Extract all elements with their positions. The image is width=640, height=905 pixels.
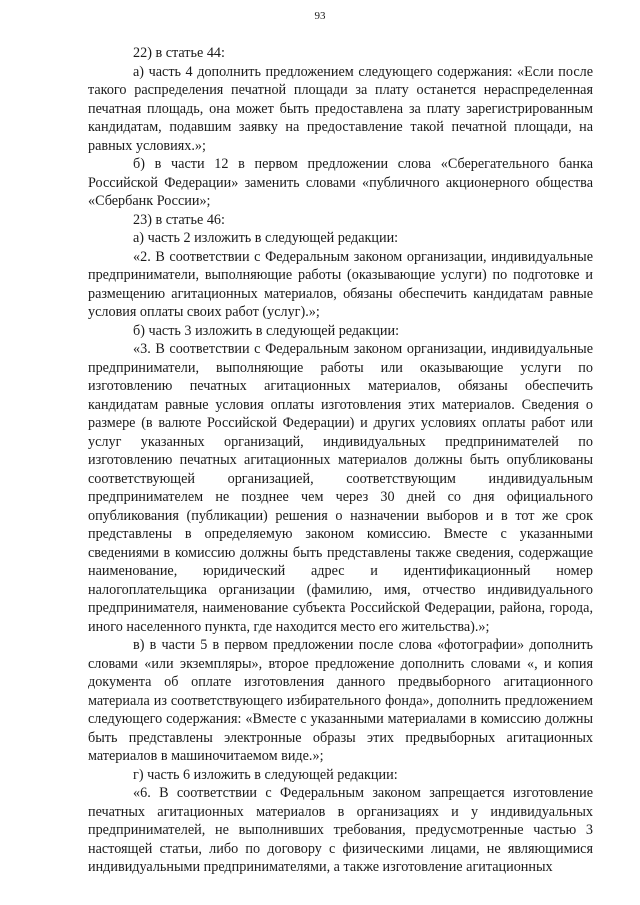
paragraph-44-a: а) часть 4 дополнить предложением следующего содержания: «Если после такого распределения печатной площади за плату останется нераспределенная печатная площадь, она может быть предоставлена за плату зарегистрированным кандидатам, подавшим заявку на предоставление такой печатной площади, на равных условиях.»; [88,63,593,154]
document-body [88,44,593,877]
paragraph-46-part-3: «3. В соответствии с Федеральным законом организации, индивидуальные предприниматели, выполняющие работы или оказывающие услуги по изготовлению печатных агитационных материалов, обязаны обеспечить кандидатам равные условия оплаты изготовления этих материалов. Сведения о размере (в валюте Российской Федерации) и других условиях оплаты работ или услуг указанных организаций, индивидуальных предпринимателей по изготовлению печатных агитационных материалов должны быть опубликованы соответствующей организацией, соответствующим индивидуальным предпринимателем не позднее чем через 30 дней со дня официального опубликования (публикации) решения о назначении выборов и в тот же срок представлены в определяемую законом комиссию. Вместе с указанными сведениями в комиссию должны быть представлены также сведения, содержащие наименование, юридический адрес и идентификационный номер налогоплательщика организации (фамилию, имя, отчество индивидуального предпринимателя, наименование субъекта Российской Федерации, района, города, иного населенного пункта, где находится место его жительства).»; [88,341,593,635]
paragraph-article-46: 23) в статье 46: [133,211,225,228]
paragraph-46-part-2: «2. В соответствии с Федеральным законом организации, индивидуальные предприниматели, выполняющие работы (оказывающие услуги) по подготовке и размещению агитационных материалов, обязаны обеспечить кандидатам равные условия оплаты своих работ (услуг).»; [88,248,593,320]
page-number: 93 [314,10,326,22]
paragraph-46-v: в) в части 5 в первом предложении после слова «фотографии» дополнить словами «или экземпляры», второе предложение дополнить словами «, и копия документа об оплате изготовления данного предвыборного агитационного материала из соответствующего избирательного фонда», дополнить предложением следующего содержания: «Вместе с указанными материалами в комиссию должны быть представлены электронные образы этих предвыборных агитационных материалов в машиночитаемом виде.»; [88,637,593,764]
paragraph-46-part-6: «6. В соответствии с Федеральным законом запрещается изготовление печатных агитационных материалов в организациях и у индивидуальных предпринимателей, не выполнивших требования, предусмотренные частью 3 настоящей статьи, либо по договору с физическими лицами, не являющимися индивидуальными предпринимателями, а также изготовление агитационных [88,785,593,875]
paragraph-46-b: б) часть 3 изложить в следующей редакции: [133,322,400,339]
paragraph-article-44: 22) в статье 44: [133,45,225,61]
paragraph-46-g: г) часть 6 изложить в следующей редакции: [133,766,398,783]
paragraph-46-a: а) часть 2 изложить в следующей редакции: [133,230,399,246]
paragraph-44-b: б) в части 12 в первом предложении слова «Сберегательного банка Российской Федерации» заменить словами «публичного акционерного общества «Сбербанк России»; [88,156,593,209]
